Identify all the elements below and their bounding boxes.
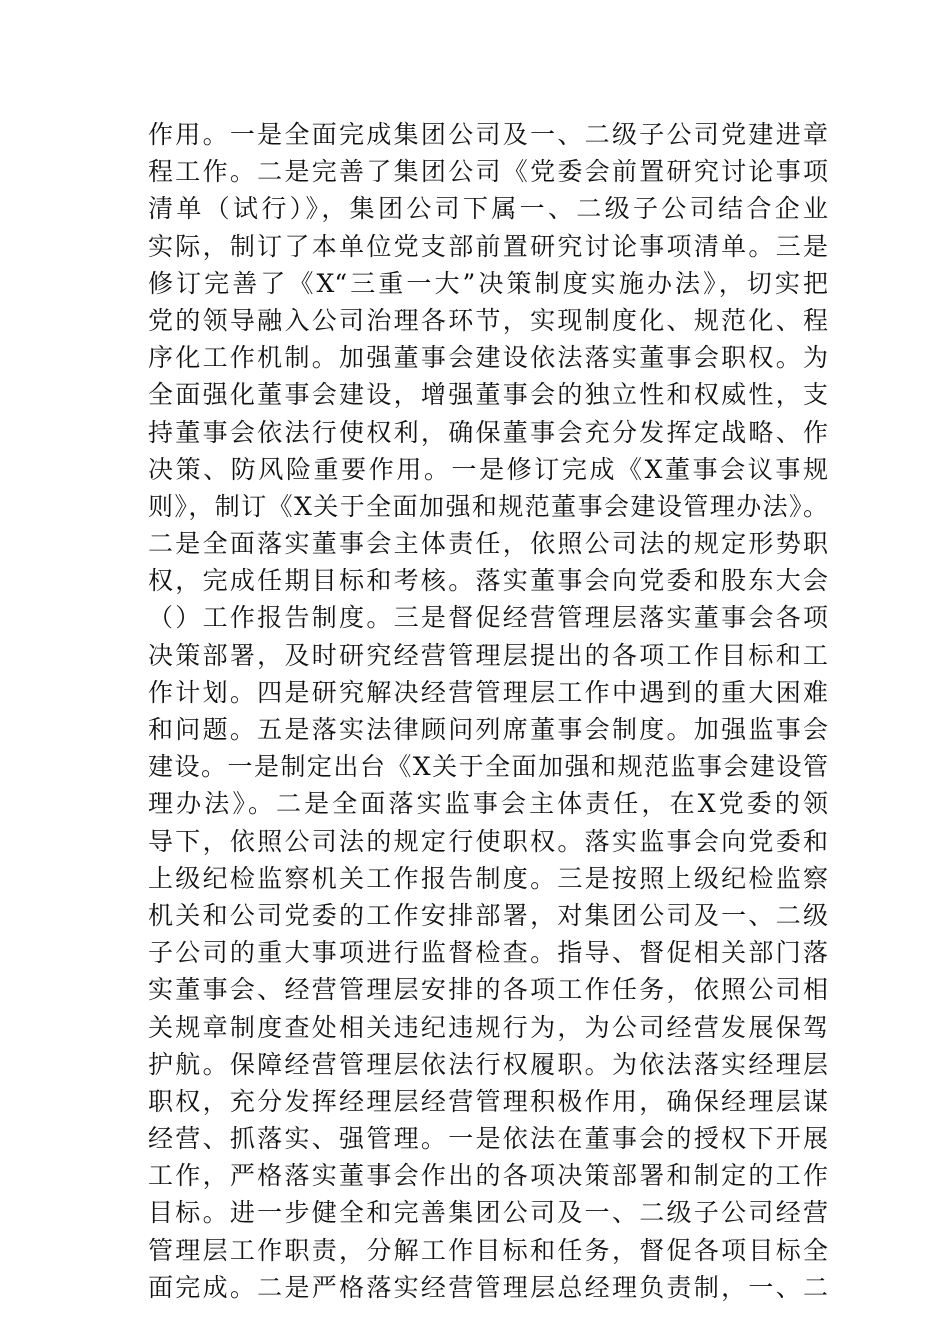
text-line: （）工作报告制度。三是督促经营管理层落实董事会各项 <box>148 603 828 633</box>
text-line: 实际，制订了本单位党支部前置研究讨论事项清单。三是 <box>148 231 828 261</box>
text-line: 权，完成任期目标和考核。落实董事会向党委和股东大会 <box>148 566 828 596</box>
text-line: 二是全面落实董事会主体责任，依照公司法的规定形势职 <box>148 529 828 559</box>
text-line: 序化工作机制。加强董事会建设依法落实董事会职权。为 <box>148 343 828 373</box>
text-line: 工作，严格落实董事会作出的各项决策部署和制定的工作 <box>148 1161 828 1191</box>
text-line: 上级纪检监察机关工作报告制度。三是按照上级纪检监察 <box>148 863 828 893</box>
text-line: 修订完善了《X“三重一大”决策制度实施办法》，切实把 <box>148 268 828 298</box>
text-line: 护航。保障经营管理层依法行权履职。为依法落实经理层 <box>148 1049 828 1079</box>
text-line: 清单（试行）》，集团公司下属一、二级子公司结合企业 <box>148 194 828 224</box>
text-line: 作计划。四是研究解决经营管理层工作中遇到的重大困难 <box>148 677 828 707</box>
text-line: 全面强化董事会建设，增强董事会的独立性和权威性，支 <box>148 380 828 410</box>
text-line: 程工作。二是完善了集团公司《党委会前置研究讨论事项 <box>148 157 828 187</box>
text-line: 子公司的重大事项进行监督检查。指导、督促相关部门落 <box>148 938 828 968</box>
text-line: 面完成。二是严格落实经营管理层总经理负责制，一、二 <box>148 1272 828 1302</box>
body-text <box>148 116 828 1306</box>
text-line: 党的领导融入公司治理各环节，实现制度化、规范化、程 <box>148 305 828 335</box>
text-line: 导下，依照公司法的规定行使职权。落实监事会向党委和 <box>148 826 828 856</box>
text-line: 作用。一是全面完成集团公司及一、二级子公司党建进章 <box>148 120 828 149</box>
text-line: 关规章制度查处相关违纪违规行为，为公司经营发展保驾 <box>148 1012 828 1042</box>
text-line: 决策、防风险重要作用。一是修订完成《X董事会议事规 <box>148 454 828 484</box>
text-line: 则》，制订《X关于全面加强和规范董事会建设管理办法》。 <box>148 491 828 521</box>
text-line: 决策部署，及时研究经营管理层提出的各项工作目标和工 <box>148 640 828 670</box>
text-line: 目标。进一步健全和完善集团公司及一、二级子公司经营 <box>148 1198 828 1228</box>
text-line: 职权，充分发挥经理层经营管理积极作用，确保经理层谋 <box>148 1086 828 1116</box>
text-line: 持董事会依法行使权利，确保董事会充分发挥定战略、作 <box>148 417 828 447</box>
text-line: 经营、抓落实、强管理。一是依法在董事会的授权下开展 <box>148 1124 828 1154</box>
text-line: 实董事会、经营管理层安排的各项工作任务，依照公司相 <box>148 975 828 1005</box>
text-line: 理办法》。二是全面落实监事会主体责任，在X党委的领 <box>148 789 828 819</box>
text-line: 机关和公司党委的工作安排部署，对集团公司及一、二级 <box>148 900 828 930</box>
text-line: 建设。一是制定出台《X关于全面加强和规范监事会建设管 <box>148 752 828 782</box>
text-line: 管理层工作职责，分解工作目标和任务，督促各项目标全 <box>148 1235 828 1265</box>
text-line: 和问题。五是落实法律顾问列席董事会制度。加强监事会 <box>148 715 828 744</box>
